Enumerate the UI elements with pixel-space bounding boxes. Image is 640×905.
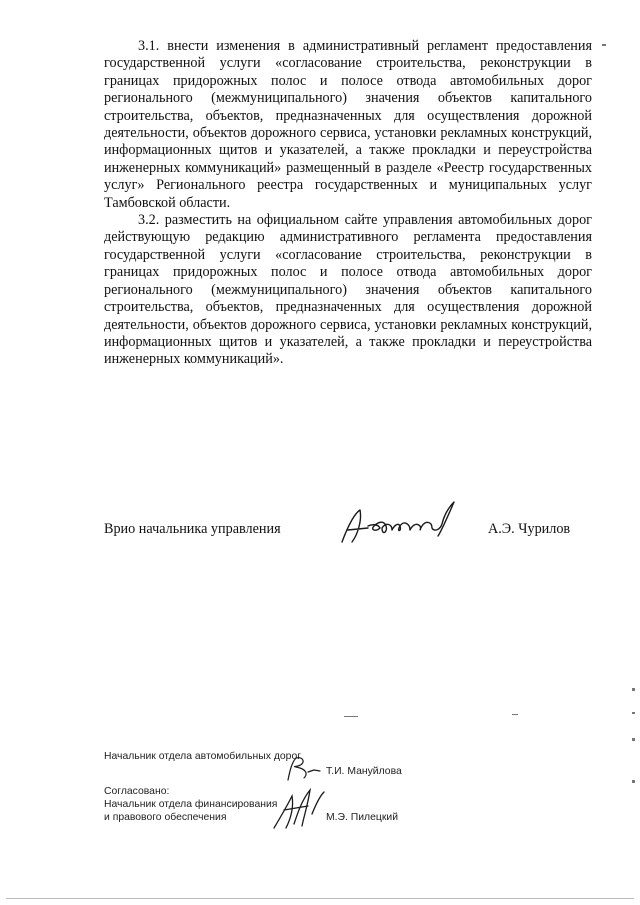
scan-mark (6, 898, 634, 899)
approver-title-roads: Начальник отдела автомобильных дорог (104, 751, 302, 762)
paragraph-3-1: 3.1. внести изменения в административный регламент предоставления государственной услуги «согласование строительства, реконструкции в границах придорожных полос и полосе отвода автомобильных дорог регионального (межмуниципального) значения объектов капитального строительства, объектов, предназначенных для осуществления дорожной деятельности, объектов дорожного сервиса, установки рекламных конструкций, информационных щитов и указателей, а также прокладки и переустройства инженерных коммуникаций» размещенный в разделе «Реестр государственных услуг» Регионального реестра государственных и муниципальных услуг Тамбовской области. (104, 38, 592, 211)
approver-name-finance: М.Э. Пилецкий (326, 812, 399, 823)
scan-mark (632, 738, 635, 741)
scan-mark (344, 716, 358, 717)
approver-title-finance-line1: Начальник отдела финансирования (104, 799, 278, 810)
document-body (104, 38, 592, 369)
paragraph-3-2: 3.2. разместить на официальном сайте управления автомобильных дорог действующую редакцию административного регламента предоставления государственной услуги «согласование строительства, реконструкции в границах придорожных полос и полосе отвода автомобильных дорог регионального (межмуниципального) значения объектов капитального строительства, объектов, предназначенных для осуществления дорожной деятельности, объектов дорожного сервиса, установки рекламных конструкций, информационных щитов и указателей, а также прокладки и переустройства инженерных коммуникаций». (104, 212, 592, 368)
scan-mark (512, 714, 518, 715)
signatory-name: А.Э. Чурилов (488, 521, 571, 537)
handwritten-signature-small (282, 752, 324, 784)
approver-name-roads: Т.И. Мануйлова (326, 766, 402, 777)
handwritten-signature-small (268, 784, 328, 834)
signatory-title: Врио начальника управления (104, 521, 281, 537)
scan-mark (632, 712, 635, 714)
agreed-label: Согласовано: (104, 786, 170, 797)
approver-title-finance-line2: и правового обеспечения (104, 812, 227, 823)
scan-mark (602, 44, 606, 46)
scan-mark (632, 688, 635, 691)
scan-mark (632, 780, 635, 783)
handwritten-signature (338, 496, 468, 552)
